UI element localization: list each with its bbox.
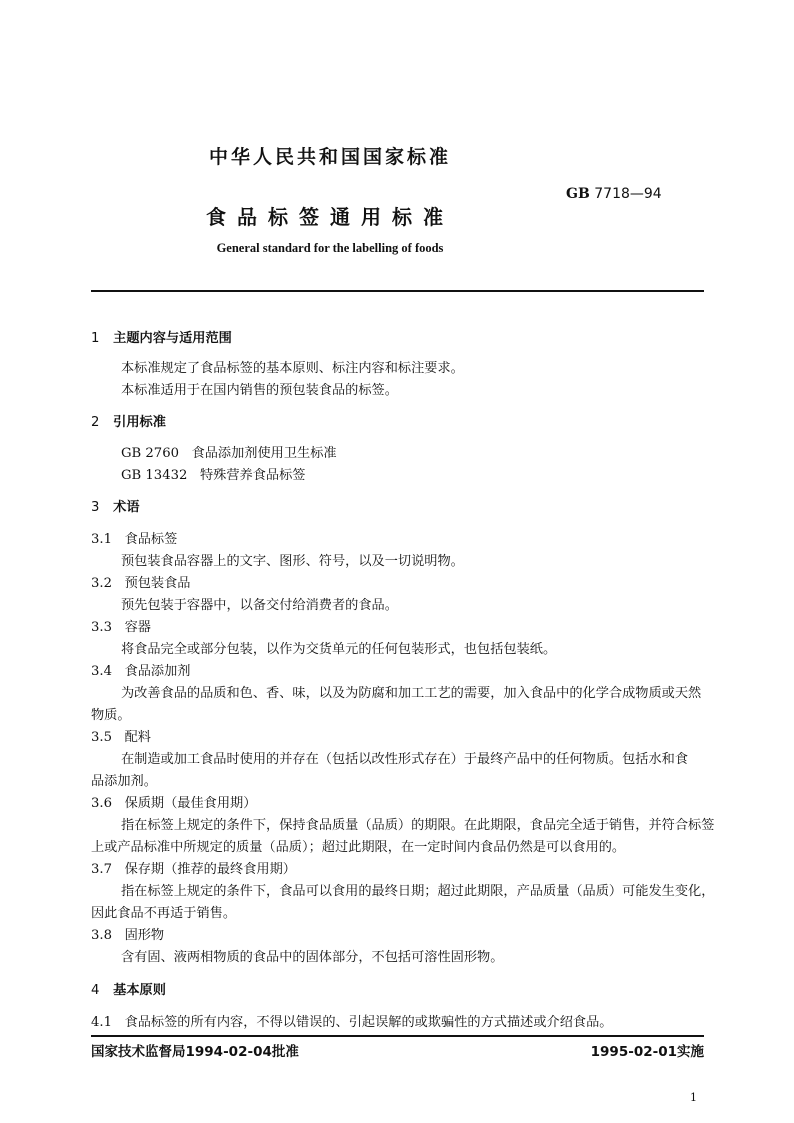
- national-standard-heading: 中华人民共和国国家标准: [208, 146, 451, 168]
- approval-date: 国家技术监督局1994-02-04批准: [91, 1044, 299, 1060]
- section-number: 3: [91, 500, 100, 515]
- term-heading: [91, 616, 151, 635]
- term-number: 3.5: [91, 730, 112, 745]
- section-3-heading: [91, 496, 140, 515]
- term-number: 3.2: [91, 576, 112, 591]
- standard-code-prefix: GB: [566, 186, 590, 202]
- term-definition-line-1: 在制造或加工食品时使用的并存在（包括以改性形式存在）于最终产品中的任何物质。包括水和食: [121, 752, 689, 767]
- term-name: 容器: [124, 620, 151, 635]
- term-definition: 预包装食品容器上的文字、图形、符号，以及一切说明物。: [121, 554, 464, 569]
- term-definition: 将食品完全或部分包装，以作为交货单元的任何包装形式，也包括包装纸。: [121, 642, 557, 657]
- header-rule: [91, 290, 704, 292]
- term-number: 3.6: [91, 796, 112, 811]
- term-name: 配料: [124, 730, 151, 745]
- term-name: 保存期（推荐的最终食用期）: [124, 862, 296, 877]
- term-number: 3.7: [91, 862, 112, 877]
- term-heading: [91, 924, 164, 943]
- document-title: 食品标签通用标准: [206, 205, 454, 229]
- page-number: 1: [690, 1091, 697, 1104]
- term-definition-line-1: 指在标签上规定的条件下，保持食品质量（品质）的期限。在此期限，食品完全适于销售，并符合标签: [121, 818, 715, 833]
- section-1-heading: [91, 327, 232, 346]
- term-heading: [91, 572, 191, 591]
- term-name: 预包装食品: [124, 576, 191, 591]
- section-title: 基本原则: [113, 983, 166, 998]
- reference-item: [121, 442, 337, 461]
- term-name: 固形物: [124, 928, 165, 943]
- section-4-heading: [91, 979, 166, 998]
- term-number: 3.1: [91, 532, 112, 547]
- term-number: 3.8: [91, 928, 112, 943]
- term-number: 3.3: [91, 620, 112, 635]
- term-heading: [91, 792, 256, 811]
- standard-code: [566, 186, 662, 202]
- reference-code: GB 2760: [121, 446, 179, 461]
- footer-rule: [91, 1035, 704, 1037]
- section-1-paragraph-2: 本标准适用于在国内销售的预包装食品的标签。: [121, 383, 398, 398]
- term-name: 食品标签: [124, 532, 178, 547]
- term-definition-line-2: 因此食品不再适于销售。: [91, 906, 237, 921]
- term-number: 3.4: [91, 664, 112, 679]
- term-definition: 预先包装于容器中，以备交付给消费者的食品。: [121, 598, 398, 613]
- effective-date: 1995-02-01实施: [590, 1044, 704, 1060]
- reference-code: GB 13432: [121, 468, 188, 483]
- term-definition-line-2: 品添加剂。: [91, 774, 157, 789]
- section-number: 2: [91, 415, 100, 430]
- clause-text: 食品标签的所有内容，不得以错误的、引起误解的或欺骗性的方式描述或介绍食品。: [124, 1015, 613, 1030]
- term-heading: [91, 660, 191, 679]
- term-definition-line-1: 指在标签上规定的条件下，食品可以食用的最终日期；超过此期限，产品质量（品质）可能发生变化，: [121, 884, 715, 899]
- term-definition-line-2: 上或产品标准中所规定的质量（品质）；超过此期限，在一定时间内食品仍然是可以食用的。: [91, 840, 626, 855]
- section-number: 1: [91, 331, 100, 346]
- section-2-heading: [91, 411, 166, 430]
- reference-name: 特殊营养食品标签: [199, 468, 306, 483]
- term-definition: 含有固、液两相物质的食品中的固体部分，不包括可溶性固形物。: [121, 950, 504, 965]
- reference-name: 食品添加剂使用卫生标准: [191, 446, 337, 461]
- section-title: 引用标准: [113, 415, 166, 430]
- section-title: 术语: [113, 500, 140, 515]
- reference-item: [121, 464, 305, 483]
- term-heading: [91, 726, 151, 745]
- term-name: 保质期（最佳食用期）: [124, 796, 257, 811]
- section-number: 4: [91, 983, 100, 998]
- term-name: 食品添加剂: [124, 664, 191, 679]
- term-definition-line-1: 为改善食品的品质和色、香、味，以及为防腐和加工工艺的需要，加入食品中的化学合成物质或天然: [121, 686, 702, 701]
- english-title: General standard for the labelling of foods: [216, 241, 444, 255]
- section-title: 主题内容与适用范围: [113, 331, 232, 346]
- term-definition-line-2: 物质。: [91, 708, 131, 723]
- standard-code-number: 7718—94: [594, 186, 662, 202]
- section-1-paragraph-1: 本标准规定了食品标签的基本原则、标注内容和标注要求。: [121, 361, 464, 376]
- clause-4-1: [91, 1011, 613, 1030]
- clause-number: 4.1: [91, 1015, 112, 1030]
- term-heading: [91, 528, 177, 547]
- term-heading: [91, 858, 296, 877]
